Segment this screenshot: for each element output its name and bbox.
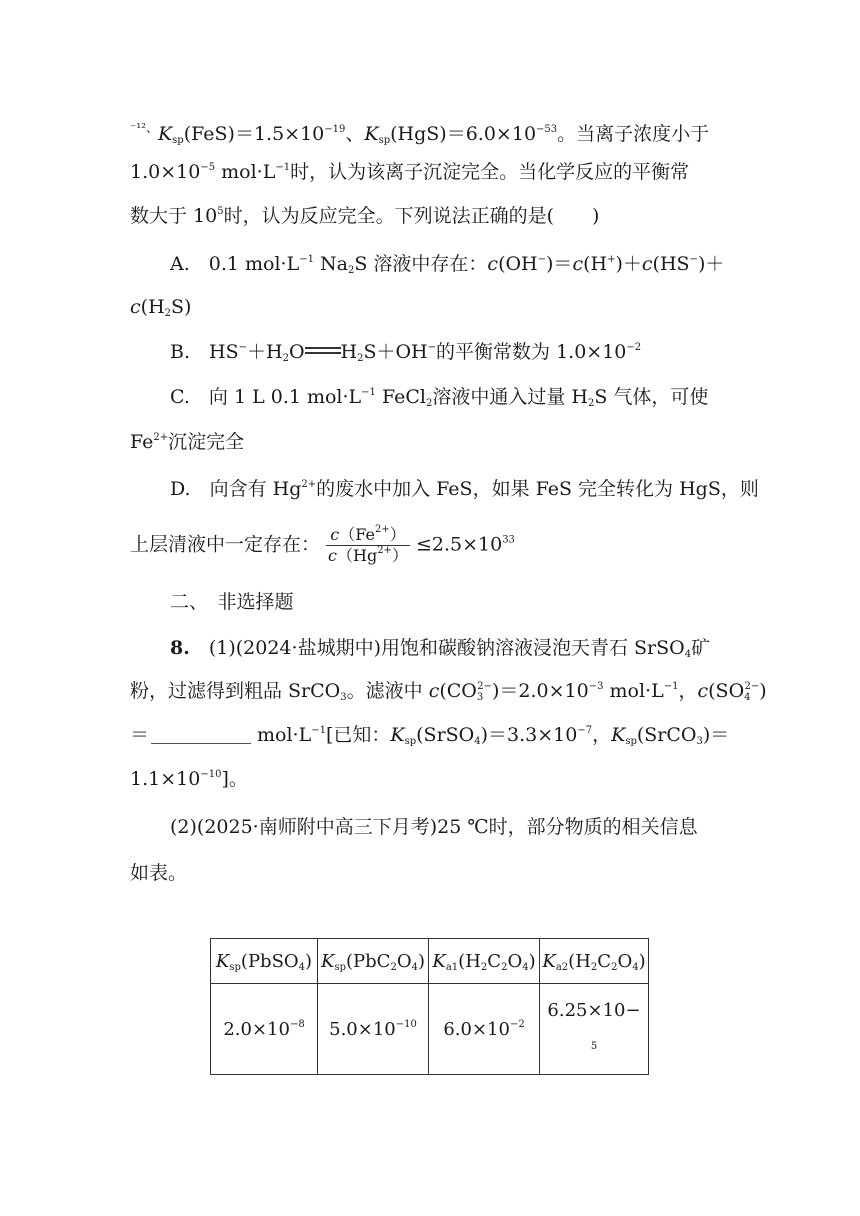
exponent: 5: [217, 206, 224, 217]
q8-text: (CO: [439, 680, 477, 702]
q8-part2-line-2: [130, 858, 730, 888]
conc-symbol: c: [428, 680, 440, 702]
ksp-hgs-exponent: −53: [536, 124, 558, 135]
header-text: (H: [458, 950, 481, 972]
charge: 2+: [377, 545, 392, 556]
q8-line-4: [130, 764, 730, 794]
value-ka2-line1: [540, 1000, 648, 1022]
ksp-subscript: sp: [378, 135, 391, 146]
option-c-text: Fe: [130, 431, 154, 453]
ksp-symbol: K: [321, 950, 335, 972]
value-ka2: [540, 984, 649, 1075]
q8-text: ]。: [221, 768, 248, 790]
header-text: O: [617, 950, 633, 972]
option-a-text: )＝: [546, 253, 573, 275]
option-a-text: )＋: [615, 253, 642, 275]
value-text: 5.0×10: [329, 1018, 396, 1040]
q8-text: 矿: [691, 637, 711, 659]
conc-symbol: c: [487, 253, 499, 275]
option-b: [170, 337, 730, 367]
table-value-row: [211, 984, 649, 1075]
exponent: −1: [361, 387, 376, 398]
header-ka2-h2c2o4: [540, 939, 649, 984]
charge: +: [607, 254, 616, 265]
conc-symbol: c: [572, 253, 584, 275]
q8-line-1: [170, 633, 730, 663]
subscript: 3: [476, 692, 484, 703]
ksp-symbol: K: [390, 724, 405, 746]
q8-text: 粉，过滤得到粗品 SrCO: [130, 680, 341, 702]
subscript: 2: [501, 961, 508, 973]
charge: 2+: [374, 524, 390, 535]
ksp-subscript: sp: [172, 135, 184, 146]
charge: 2+: [301, 479, 317, 490]
conc-symbol: c: [330, 525, 340, 544]
intro-prefix: ⁻¹²、: [130, 121, 158, 135]
answer-blank[interactable]: [151, 725, 251, 744]
option-b-text: B. HS: [170, 341, 239, 363]
header-ka1-h2c2o4: [429, 939, 540, 984]
subscript: 4: [522, 961, 529, 973]
option-a-text: )＋: [697, 253, 725, 275]
subscript: 4: [298, 961, 306, 973]
q8-text: [已知：: [325, 724, 391, 746]
ksp-subscript: sp: [229, 961, 241, 973]
charge: −: [689, 254, 698, 265]
ksp-subscript: sp: [404, 736, 417, 747]
option-a-text: (OH: [498, 253, 538, 275]
option-a: [170, 249, 730, 279]
q8-text: ，: [592, 724, 612, 746]
option-c-text: 溶液中通入过量 H: [432, 386, 588, 408]
option-d: [170, 474, 759, 504]
value-ka1: [429, 984, 540, 1075]
header-text: ): [305, 950, 313, 972]
subscript: 4: [744, 692, 751, 703]
q8-line-3: [130, 720, 730, 750]
ksp-subscript: sp: [334, 961, 346, 973]
charge: 2+: [153, 432, 169, 443]
intro-text: 1.0×10: [130, 161, 201, 183]
intro-line-1: [130, 113, 730, 149]
denominator-text: （Hg: [336, 546, 378, 565]
ksp-subscript: sp: [625, 736, 637, 747]
option-c-text: C. 向 1 L 0.1 mol·L: [170, 386, 362, 408]
option-a-text: S 溶液中存在：: [354, 253, 488, 275]
ratio-numerator: [326, 525, 409, 546]
intro-text: mol·L: [215, 161, 276, 183]
ksp-fes-formula: (FeS)＝1.5×10: [183, 123, 325, 145]
value-ka2-line2: 5: [590, 1041, 598, 1052]
option-a-text: (HS: [652, 253, 690, 275]
option-a-text: A. 0.1 mol·L: [170, 253, 300, 275]
numerator-text: ）: [389, 525, 406, 544]
q8-line-2: [130, 676, 767, 706]
ksp-symbol: K: [157, 123, 173, 145]
q8-text: (1)(2024·盐城期中)用饱和碳酸钠溶液浸泡天青石 SrSO: [189, 637, 685, 659]
conc-symbol: c: [641, 253, 653, 275]
exponent: −5: [200, 162, 216, 173]
option-c: [170, 382, 730, 412]
constants-table: [210, 938, 649, 1075]
q8-part2-line-1: [170, 812, 730, 842]
section-label: 二、 非选择题: [170, 591, 294, 613]
header-text: O: [507, 950, 523, 972]
subscript: 2: [164, 308, 172, 319]
q8-text: (SrSO: [416, 724, 475, 746]
ka-symbol: K: [542, 950, 556, 972]
value-ksp-pbc2o4: [318, 984, 429, 1075]
ratio-denominator: [324, 546, 412, 566]
numerator-text: （Fe: [339, 525, 375, 544]
option-a-cont: [130, 292, 730, 322]
charge: 2−: [477, 681, 492, 692]
charge: −: [238, 342, 247, 353]
header-text: ): [638, 950, 646, 972]
exponent: −10: [200, 769, 222, 780]
q8-text: )＝3.3×10: [480, 724, 578, 746]
subscript: 2: [587, 398, 595, 409]
ka-subscript: a1: [445, 961, 459, 973]
exponent: −8: [289, 1018, 305, 1030]
header-text: ): [528, 950, 536, 972]
header-text: (PbSO: [240, 950, 299, 972]
option-c-cont: [130, 427, 730, 457]
q8-text: )＝2.0×10: [492, 680, 589, 702]
q8-text: ＝: [130, 724, 150, 746]
exponent: −1: [299, 254, 314, 265]
value-ksp-pbso4: [211, 984, 318, 1075]
option-b-text: S＋OH: [363, 341, 428, 363]
header-text: O: [396, 950, 412, 972]
q8-text: (2)(2025·南师附中高三下月考)25 ℃时，部分物质的相关信息: [170, 816, 698, 838]
subscript: 2: [347, 265, 355, 276]
option-a-text: (H: [140, 296, 165, 318]
conc-symbol: c: [697, 680, 709, 702]
subscript: 4: [411, 961, 418, 973]
q8-text: 1.1×10: [130, 768, 201, 790]
ksp-symbol: K: [215, 950, 230, 972]
intro-text: 数大于 10: [130, 205, 218, 227]
subscript: 3: [696, 736, 703, 747]
option-a-text: Na: [313, 253, 348, 275]
table-header-row: [211, 939, 649, 984]
separator: 、: [345, 123, 365, 145]
conc-symbol: c: [130, 296, 141, 318]
header-ksp-pbc2o4: [318, 939, 429, 984]
option-d-text: ≤2.5×10: [415, 533, 503, 556]
concentration-ratio: [324, 525, 412, 566]
subscript: 2: [390, 961, 397, 973]
option-b-text: O: [288, 341, 305, 363]
exponent: −1: [275, 162, 291, 173]
denominator-text: ）: [391, 546, 408, 565]
exponent: −1: [311, 725, 326, 736]
intro-text: 时，认为该离子沉淀完全。当化学反应的平衡常: [290, 161, 690, 183]
option-c-text: S 气体，可使: [594, 386, 709, 408]
charge: −: [537, 254, 547, 265]
value-text: −: [625, 1000, 641, 1021]
value-text: 2.0×10: [223, 1018, 290, 1040]
intro-text: 。当离子浓度小于: [557, 123, 710, 145]
q8-text: 如表。: [130, 862, 188, 884]
charge: 2−: [744, 681, 760, 692]
q8-text: (SO: [708, 680, 745, 702]
exponent: −7: [577, 725, 593, 736]
header-ksp-pbso4: [211, 939, 318, 984]
section-heading: [170, 587, 730, 617]
question-number: 8.: [170, 637, 190, 659]
subscript: 3: [340, 692, 347, 703]
header-text: (H: [568, 950, 591, 972]
option-b-text: 的平衡常数为 1.0×10: [436, 341, 627, 363]
ka-symbol: K: [432, 950, 446, 972]
header-text: (PbC: [346, 950, 391, 972]
option-d-text: 的废水中加入 FeS，如果 FeS 完全转化为 HgS，则: [316, 478, 759, 500]
subscript: 4: [474, 736, 481, 747]
option-c-text: FeCl: [375, 386, 426, 408]
option-b-text: H: [340, 341, 358, 363]
option-a-text: (H: [583, 253, 608, 275]
subscript: 2: [611, 961, 618, 973]
ksp-symbol: K: [364, 123, 379, 145]
ksp-symbol: K: [611, 724, 626, 746]
q8-text: )＝: [702, 724, 730, 746]
intro-line-2: [130, 157, 730, 187]
subscript: 2: [425, 398, 433, 409]
option-b-text: ＋H: [246, 341, 283, 363]
subscript: 4: [632, 961, 639, 973]
option-d-cont: [130, 525, 730, 566]
header-text: ): [417, 950, 425, 972]
value-text: 6.25×10: [547, 1000, 626, 1021]
value-text: 6.0×10: [443, 1018, 510, 1040]
subscript: 2: [480, 961, 488, 973]
exponent: −10: [395, 1018, 417, 1030]
exponent: 33: [502, 534, 515, 546]
exponent: −2: [626, 342, 642, 353]
option-a-text: S): [171, 296, 192, 318]
q8-text: (SrCO: [636, 724, 697, 746]
option-d-text: D. 向含有 Hg: [170, 478, 302, 500]
q8-text: mol·L: [603, 680, 664, 702]
q8-text: ): [759, 680, 767, 702]
intro-line-3: [130, 201, 730, 231]
ka-subscript: a2: [555, 961, 569, 973]
exponent: −1: [663, 681, 679, 692]
subscript: 2: [282, 353, 289, 364]
option-d-text: 上层清液中一定存在：: [130, 533, 321, 556]
intro-text: 时，认为反应完全。下列说法正确的是( ): [223, 205, 600, 227]
header-text: C: [597, 950, 612, 972]
subscript: 2: [357, 353, 364, 364]
equilibrium-arrow-icon: [305, 347, 341, 355]
option-c-text: 沉淀完全: [168, 431, 245, 453]
ksp-fes-exponent: −19: [324, 124, 346, 135]
q8-text: 。滤液中: [346, 680, 429, 702]
subscript: 2: [590, 961, 598, 973]
ksp-hgs-formula: (HgS)＝6.0×10: [390, 123, 537, 145]
exponent: −2: [509, 1018, 525, 1030]
header-text: C: [487, 950, 502, 972]
exponent: −3: [588, 681, 604, 692]
charge: −: [427, 342, 437, 353]
q8-text: mol·L: [257, 724, 312, 746]
subscript: 4: [684, 649, 692, 660]
q8-text: ，: [678, 680, 698, 702]
conc-symbol: c: [328, 546, 337, 565]
